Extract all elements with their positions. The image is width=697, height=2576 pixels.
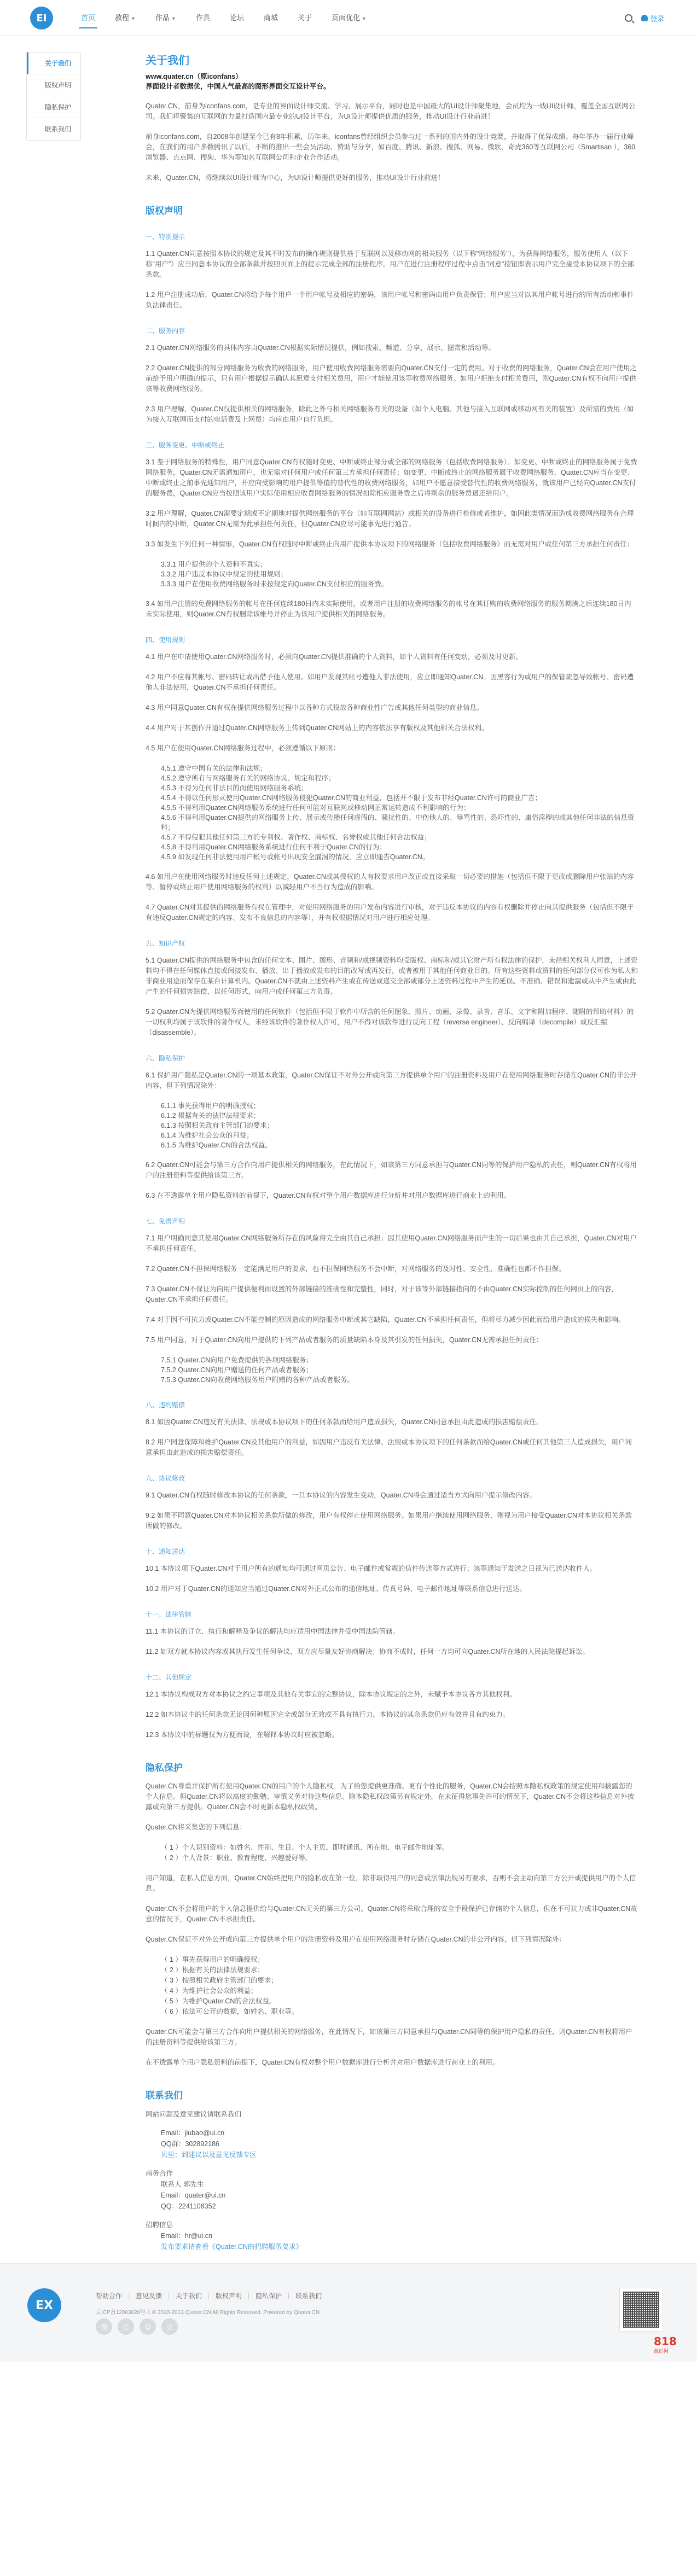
clause-paragraph: 6.2 Quater.CN可能会与第三方合作向用户提供相关的网络服务，在此情况下，如该第三方同意承担与Quater.CN同等的保护用户隐私的责任，则Quater.CN有权将用户的注册资料等提供给该第三方。 (146, 1161, 637, 1179)
clause-paragraph: 10.1 本协议项下Quater.CN对于用户所有的通知均可通过网页公告、电子邮件或常规的信件传送等方式进行；该等通知于发送之日视为已送达收件人。 (146, 1565, 597, 1572)
clause-paragraph: 9.1 Quater.CN有权随时修改本协议的任何条款，一旦本协议的内容发生变动，Quater.CN将会通过适当方式向用户提示修改内容。 (146, 1491, 536, 1499)
section-heading: 三、服务变更、中断或终止 (146, 441, 225, 449)
social-links (96, 2318, 178, 2335)
clause-paragraph: 3.3 如发生下列任何一种情形，Quater.CN有权随时中断或终止向用户提供本协议项下的网络服务（包括收费网络服务）而无需对用户或任何第三方承担任何责任： (146, 540, 634, 548)
login-button[interactable] (641, 13, 664, 24)
privacy-paragraph: Quater.CN不会将用户的个人信息提供给与Quater.CN无关的第三方公司。Quater.CN将采取合理的安全手段保护已存储的个人信息，但在不可抗力或非Quater.CN故意的情况下，Quater.CN不承担责任。 (146, 1905, 637, 1923)
contact-line: QQ：2241108352 (161, 2202, 216, 2210)
section-heading: 十、通知送达 (146, 1548, 185, 1555)
about-intro-2: 界面设计者数据优，中国人气最高的图形界面交互设计平台。 (146, 83, 330, 90)
nav-item[interactable] (322, 0, 376, 36)
clause-paragraph: 12.1 本协议构成双方对本协议之约定事项及其他有关事宜的完整协议，除本协议规定的之外，未赋予本协议各方其他权利。 (146, 1691, 516, 1698)
contact-line: 联系人 郭先生 (161, 2181, 204, 2188)
copyright-title: 版权声明 (146, 206, 183, 216)
clause-paragraph: 12.2 如本协议中的任何条款无论因何种原因完全或部分无效或不具有执行力，本协议的其余条款仍应有效并且有约束力。 (146, 1711, 510, 1718)
clause-list-item: 4.5.8 不得利用Quater.CN网络服务系统进行任何不利于Quater.CN的行为； (161, 843, 386, 851)
clause-paragraph: 9.2 如果不同意Quater.CN对本协议相关条款所做的修改，用户有权停止使用网络服务。如果用户继续使用网络服务，则视为用户接受Quater.CN对本协议相关条款所做的修改。 (146, 1512, 632, 1530)
clause-list (161, 764, 638, 862)
clause-list-item: 4.5.6 不得利用Quater.CN提供的网络服务上传、展示或传播任何虚假的、骚扰性的、中伤他人的、辱骂性的、恐吓性的、庸俗淫秽的或其他任何非法的信息资料； (161, 814, 635, 831)
clause-list-item: 4.5.9 如发现任何非法使用用户帐号或帐号出现安全漏洞的情况，应立即通告Quater.CN。 (161, 853, 429, 861)
main-content (146, 36, 638, 2263)
chevron-down-icon: ▼ (131, 16, 136, 21)
site-header (0, 0, 697, 36)
sidebar-item[interactable]: 关于我们 (27, 53, 80, 74)
clause-list-item: 6.1.1 事先获得用户的明确授权； (161, 1102, 260, 1110)
section-heading: 四、使用规则 (146, 636, 185, 644)
douban-icon[interactable]: 豆 (161, 2318, 178, 2335)
section-heading: 十一、法律管辖 (146, 1611, 192, 1618)
about-title: 关于我们 (146, 55, 189, 67)
page-body (0, 36, 697, 2263)
privacy-section (146, 1760, 638, 2068)
section-heading: 十二、其他规定 (146, 1674, 192, 1681)
footer-link[interactable]: 隐私保护 (249, 2293, 289, 2299)
contact-line: Email：quater@ui.cn (161, 2192, 226, 2199)
clause-list-item: 7.5.2 Quater.CN向用户赠送的任何产品或者服务； (161, 1366, 313, 1374)
clause-paragraph: 4.2 用户不应将其帐号、密码转让或出借予他人使用。如用户发现其帐号遭他人非法使用，应立即通知Quater.CN。因黑客行为或用户的保管疏忽导致帐号、密码遭他人非法使用，Quater.CN不承担任何责任。 (146, 673, 634, 691)
nav-item-label: 论坛 (229, 14, 244, 22)
clause-paragraph: 7.5 用户同意，对于Quater.CN向用户提供的下列产品或者服务的质量缺陷本身及其引发的任何损失，Quater.CN无需承担任何责任： (146, 1336, 543, 1344)
user-icon (641, 15, 648, 21)
clause-paragraph: 11.1 本协议的订立、执行和解释及争议的解决均应适用中国法律并受中国法院管辖。 (146, 1628, 400, 1635)
footer-links (96, 2293, 328, 2299)
site-logo[interactable]: EI (30, 7, 53, 30)
contact-line[interactable]: 贝里：到建议以及意见反馈专区 (161, 2151, 257, 2159)
nav-item-label: 教程 (115, 14, 130, 22)
privacy-disclosure-list (161, 1955, 638, 2017)
qr-code (619, 2288, 663, 2332)
section-heading: 八、违约赔偿 (146, 1401, 185, 1409)
clause-list (161, 1101, 638, 1150)
clause-paragraph: 2.3 用户理解，Quater.CN仅提供相关的网络服务，除此之外与相关网络服务有关的设备（如个人电脑、其他与接入互联网或移动网有关的装置）及所需的费用（如为接入互联网而支付的电话费及上网费）均应由用户自行负担。 (146, 405, 634, 423)
footer-copyright: 京ICP备12003628号-1 © 2010-2013 Quater.CN All Rights Reserved. Powered by Quater.CN (96, 2310, 320, 2316)
privacy-list-item: （ 1 ）个人识别资料：如姓名、性别、生日、个人主页、即时通讯、所在地、电子邮件地址等。 (161, 1844, 449, 1851)
nav-item[interactable] (254, 0, 288, 36)
nav-item-label: 首页 (81, 14, 96, 22)
qq-icon[interactable]: Q (140, 2318, 156, 2335)
contact-line: QQ群：302892186 (161, 2140, 220, 2148)
login-label: 登录 (649, 14, 664, 23)
section-heading: 七、免责声明 (146, 1217, 185, 1225)
weibo-icon[interactable]: 微 (96, 2318, 112, 2335)
clause-list-item: 4.5.4 不得以任何形式使用Quater.CN网络服务侵犯Quater.CN的商业利益，包括并不限于发布非经Quater.CN许可的商业广告； (161, 794, 542, 802)
privacy-paragraph: Quater.CN将采集您的下列信息： (146, 1823, 247, 1831)
search-icon[interactable] (625, 14, 632, 22)
nav-item[interactable] (146, 0, 186, 36)
nav-item-label: 页面优化 (331, 14, 360, 22)
chevron-down-icon: ▼ (361, 16, 367, 21)
clause-paragraph: 4.4 用户对于其创作并通过Quater.CN网络服务上传到Quater.CN网站上的内容依法享有版权及其他相关合法权利。 (146, 724, 489, 732)
clause-paragraph: 5.2 Quater.CN为提供网络服务而使用的任何软件（包括但不限于软件中所含的任何图象、照片、动画、录像、录音、音乐、文字和附加程序、随附的帮助材料）的一切权利均属于该软件的著作权人，未经该软件的著作权人许可，用户不得对该软件进行反向工程（reverse engineer）、反向编译（decompile）或反汇编（disassemble）。 (146, 1008, 634, 1036)
section-heading: 五、知识产权 (146, 940, 185, 947)
contact-group (146, 2128, 638, 2160)
site-footer (0, 2263, 697, 2362)
clause-list-item: 4.5.3 不得为任何非法目的而使用网络服务系统； (161, 784, 308, 792)
privacy-list-item: （ 3 ）按照相关政府主管部门的要求； (161, 1977, 278, 1984)
chevron-down-icon: ▼ (171, 16, 176, 21)
section-heading: 二、服务内容 (146, 327, 185, 335)
privacy-paragraph: Quater.CN尊重并保护所有使用Quater.CN的用户的个人隐私权。为了给您提供更准确、更有个性化的服务，Quater.CN会按照本隐私权政策的规定使用和披露您的个人信息。但Quater.CN将以高度的勤勉、审慎义务对待这些信息。除本隐私权政策另有规定外，在未征得您事先许可的情况下，Quater.CN不会将这些信息对外披露或向第三方提供。Quater.CN会不时更新本隐私权政策。 (146, 1782, 635, 1811)
nav-item-label: 作品 (155, 14, 170, 22)
privacy-paragraph: Quater.CN可能会与第三方合作向用户提供相关的网络服务，在此情况下，如该第三方同意承担与Quater.CN同等的保护用户隐私的责任，则Quater.CN有权将用户的注册资料等提供给该第三方。 (146, 2028, 632, 2046)
about-paragraph: Quater.CN，前身为iconfans.com，是专业的界面设计师交流、学习、展示平台，同时也是中国最大的UI设计师聚集地，会员均为一线UI设计师，覆盖全国互联网公司。我们将聚集的互联网的力量打造国内最专业的UI设计平台，为UI设计师提供优质的服务，推动UI设计行业前进！ (146, 102, 636, 120)
clause-list-item: 4.5.2 遵守所有与网络服务有关的网络协议、规定和程序； (161, 774, 335, 782)
clause-paragraph: 4.3 用户同意Quater.CN有权在提供网络服务过程中以各种方式投放各种商业性广告或其他任何类型的商业信息。 (146, 704, 484, 712)
nav-item[interactable] (186, 0, 220, 36)
clause-paragraph: 3.4 如用户注册的免费网络服务的帐号在任何连续180日内未实际使用，或者用户注册的收费网络服务的帐号在其订购的收费网络服务的服务期满之后连续180日内未实际使用，则Quater.CN有权删除该帐号并停止为该用户提供相关的网络服务。 (146, 600, 631, 618)
clause-paragraph: 6.3 在不透露单个用户隐私资料的前提下，Quater.CN有权对整个用户数据库进行分析并对用户数据库进行商业上的利用。 (146, 1192, 511, 1199)
sidebar (26, 52, 81, 141)
section-heading: 一、特别提示 (146, 233, 185, 241)
clause-paragraph: 1.2 用户注册成功后，Quater.CN将给予每个用户一个用户帐号及相应的密码，该用户帐号和密码由用户负责保管；用户应当对以其用户帐号进行的所有活动和事件负法律责任。 (146, 291, 634, 309)
nav-item-label: 作具 (195, 14, 210, 22)
clause-list-item: 6.1.4 为维护社会公众的利益； (161, 1132, 253, 1139)
privacy-list-item: （ 2 ）根据有关的法律法规要求； (161, 1966, 264, 1974)
clause-list-item: 4.5.5 不得利用Quater.CN网络服务系统进行任何可能对互联网或移动网正常运转造成不利影响的行为； (161, 804, 471, 812)
copyright-section (146, 203, 638, 1740)
contact-group-heading: 商务合作 (146, 2170, 173, 2177)
privacy-paragraph: Quater.CN保证不对外公开或向第三方提供单个用户的注册资料及用户在使用网络服务时存储在Quater.CN的非公开内容，但下列情况除外： (146, 1936, 566, 1943)
nav-item-label: 关于 (297, 14, 312, 22)
clause-list-item: 6.1.5 为维护Quater.CN的合法权益。 (161, 1141, 272, 1149)
clause-paragraph: 11.2 如双方就本协议内容或其执行发生任何争议，双方应尽量友好协商解决；协商不成时，任何一方均可向Quater.CN所在地的人民法院提起诉讼。 (146, 1648, 589, 1656)
contact-line[interactable]: 发布要求请查看《Quater.CN的招聘服务要求》 (161, 2243, 303, 2251)
clause-paragraph: 3.1 鉴于网络服务的特殊性，用户同意Quater.CN有权随时变更、中断或终止部分或全部的网络服务（包括收费网络服务）。如变更、中断或终止的网络服务属于免费网络服务，Quater.CN无需通知用户，也无需对任何用户或任何第三方承担任何责任；如变更、中断或终止的网络服务属于收费网络服务，Quater.CN应当在变更、中断或终止之前事先通知用户，并应向受影响的用户提供等值的替代性的收费网络服务，如用户不愿意接受替代性的收费网络服务，就该用户已经向Quater.CN支付的服务费，Quater.CN应当按照该用户实际使用相应收费网络服务的情况扣除相应服务费之后将剩余的服务费退还给用户。 (146, 458, 637, 497)
clause-paragraph: 5.1 Quater.CN提供的网络服务中包含的任何文本、图片、图形、音频和/或视频资料均受版权、商标和/或其它财产所有权法律的保护，未经相关权利人同意，上述资料均不得在任何媒体直接或间接发布、播放、出于播放或发布的目的改写或再发行，或者被用于其他任何商业目的。所有这些资料或资料的任何部分仅可作为私人和非商业用途而保存在某台计算机内。Quater.CN不就由上述资料产生或在传送或递交全部或部分上述资料过程中产生的延误、不准确、错误和遗漏或从中产生或由此产生的任何损害赔偿，以任何形式，向用户或任何第三方负责。 (146, 957, 638, 995)
clause-paragraph: 7.1 用户明确同意其使用Quater.CN网络服务所存在的风险将完全由其自己承担；因其使用Quater.CN网络服务而产生的一切后果也由其自己承担，Quater.CN对用户不承担任何责任。 (146, 1234, 637, 1252)
clause-list-item: 3.3.2 用户违反本协议中规定的使用规则； (161, 570, 288, 578)
nav-item[interactable] (220, 0, 254, 36)
clause-list (161, 560, 638, 589)
main-nav (71, 0, 376, 36)
nav-item[interactable] (105, 0, 146, 36)
footer-link[interactable]: 版权声明 (209, 2293, 249, 2299)
about-paragraph: 未来，Quater.CN，将继续以UI设计师为中心，为UI设计师提供更好的服务，推动UI设计行业前进！ (146, 174, 445, 182)
privacy-list-item: （ 2 ）个人背景：职业、教育程度、兴趣爱好等。 (161, 1854, 312, 1862)
clause-paragraph: 4.1 用户在申请使用Quater.CN网络服务时，必须向Quater.CN提供准确的个人资料，如个人资料有任何变动，必须及时更新。 (146, 653, 522, 661)
clause-paragraph: 4.7 Quater.CN对其提供的网络服务有权在管理中，对使用网络服务的用户发布内容进行审核，对于违反本协议的内容有权删除并停止向其提供服务（包括但不限于有违反Quater.CN规定的内容、发布不良信息的内容等），并有权根据情况对用户进行相应处理。 (146, 904, 634, 922)
contact-line: Email：jiubao@ui.cn (161, 2129, 225, 2137)
wechat-icon[interactable]: 信 (118, 2318, 134, 2335)
clause-paragraph: 6.1 保护用户隐私是Quater.CN的一项基本政策，Quater.CN保证不对外公开或向第三方提供单个用户的注册资料及用户在使用网络服务时存储在Quater.CN的非公开内容，但下列情况除外： (146, 1071, 637, 1089)
contact-group (146, 2219, 638, 2252)
privacy-list-item: （ 5 ）为维护Quater.CN的合法权益。 (161, 1997, 276, 2005)
sidebar-item[interactable]: 联系我们 (45, 125, 72, 133)
privacy-paragraph: 在不透露单个用户隐私资料的前提下，Quater.CN有权对整个用户数据库进行分析并对用户数据库进行商业上的利用。 (146, 2059, 499, 2066)
clause-paragraph: 10.2 用户对于Quater.CN的通知应当通过Quater.CN对外正式公布的通信地址、传真号码、电子邮件地址等联系信息进行送达。 (146, 1585, 526, 1593)
about-paragraph: 前身iconfans.com，自2008年创建至今已有8年积累，历年来，iconfans曾经组织会员参与过一系列的国内外的设计竞赛，并取得了优异成绩。每年举办一届行业峰会，在我们的用户多数腾讯了以后，不断的推出一些会员活动、赞助与分享，如百度、腾讯、新浪、搜狐、网易、微软、奇虎360等互联网公司（Smartisan ），360浏览器、点点网、搜狗、华为等知名互联网公司和企业合作活动。 (146, 133, 636, 161)
nav-item-label: 商城 (263, 14, 278, 22)
privacy-paragraph: 用户知道，在私人信息方面，Quater.CN始终把用户的隐私放在第一位，除非取得用户的同意或法律法规另有要求，否则不会主动向第三方公开或提供用户的个人信息。 (146, 1874, 636, 1892)
clause-paragraph: 2.1 Quater.CN网络服务的具体内容由Quater.CN根据实际情况提供，例如搜索、频道、分享、展示、图赏和活动等。 (146, 344, 495, 352)
about-intro-1: www.quater.cn（原iconfans） (146, 73, 242, 80)
clause-paragraph: 8.1 如因Quater.CN违反有关法律、法规或本协议项下的任何条款而给用户造成损失，Quater.CN同意承担由此造成的损害赔偿责任。 (146, 1418, 543, 1426)
footer-link[interactable]: 帮助合作 (96, 2293, 129, 2299)
contact-section (146, 2088, 638, 2252)
clause-list-item: 3.3.1 用户提供的个人资料不真实； (161, 561, 267, 568)
footer-link[interactable]: 意见反馈 (129, 2293, 169, 2299)
clause-paragraph: 4.5 用户在使用Quater.CN网络服务过程中，必须遵循以下原则： (146, 744, 340, 752)
contact-group-heading: 招聘信息 (146, 2221, 173, 2229)
header-actions (625, 0, 664, 36)
privacy-list-item: （ 4 ）为维护社会公众的利益； (161, 1987, 258, 1995)
privacy-list-item: （ 6 ）依法可公开的数据，如姓名、职业等。 (161, 2008, 299, 2015)
privacy-collect-list (161, 1843, 638, 1863)
clause-paragraph: 4.6 如用户在使用网络服务时违反任何上述规定，Quater.CN或其授权的人有权要求用户改正或直接采取一切必要的措施（包括但不限于更改或删除用户张贴的内容等、暂停或终止用户使用网络服务的权利）以减轻用户不当行为造成的影响。 (146, 873, 634, 891)
contact-intro: 网站问题及意见建议请联系我们 (146, 2111, 242, 2118)
privacy-title: 隐私保护 (146, 1763, 183, 1773)
section-heading: 九、协议修改 (146, 1475, 185, 1482)
contact-title: 联系我们 (146, 2090, 183, 2101)
about-section (146, 51, 638, 183)
sidebar-item[interactable]: 隐私保护 (27, 96, 80, 118)
footer-link[interactable]: 关于我们 (169, 2293, 209, 2299)
clause-paragraph: 1.1 Quater.CN同意按照本协议的规定及其不时发布的操作规则提供基于互联网以及移动网的相关服务（以下称"网络服务"），为获得网络服务，服务使用人（以下称"用户"）应当同意本协议的全部条款并按照页面上的提示完成全部的注册程序。用户在进行注册程序过程中点击"同意"按钮即表示用户完全接受本协议项下的全部条款。 (146, 250, 634, 278)
privacy-list-item: （ 1 ）事先获得用户的明确授权； (161, 1956, 264, 1963)
nav-item[interactable] (288, 0, 322, 36)
nav-item[interactable] (71, 0, 105, 36)
sidebar-item[interactable]: 版权声明 (27, 74, 80, 96)
clause-paragraph: 8.2 用户同意保障和维护Quater.CN及其他用户的利益，如因用户违反有关法律、法规或本协议项下的任何条款而给Quater.CN或任何其他第三人造成损失，用户同意承担由此造成的损害赔偿责任。 (146, 1438, 632, 1456)
clause-paragraph: 2.2 Quater.CN提供的部分网络服务为收费的网络服务，用户使用收费网络服务需要向Quater.CN支付一定的费用。对于收费的网络服务，Quater.CN会在用户使用之前给予用户明确的提示，只有用户根据提示确认其愿意支付相关费用，用户才能使用该等收费网络服务。如用户拒绝支付相关费用，则Quater.CN有权不向用户提供该等收费网络服务。 (146, 364, 637, 393)
clause-paragraph: 7.3 Quater.CN不保证为向用户提供便利而设置的外部链接的准确性和完整性，同时，对于该等外部链接指向的不由Quater.CN实际控制的任何网页上的内容，Quater.CN不承担任何责任。 (146, 1285, 618, 1303)
clause-list-item: 4.5.1 遵守中国有关的法律和法规； (161, 765, 267, 772)
clause-paragraph: 3.2 用户理解，Quater.CN需要定期或不定期地对提供网络服务的平台（如互联网网站）或相关的设备进行检修或者维护，如因此类情况而造成收费网络服务在合理时间内的中断，Quater.CN无需为此承担任何责任，但Quater.CN应尽可能事先进行通告。 (146, 510, 634, 528)
contact-line: Email：hr@ui.cn (161, 2232, 212, 2240)
section-heading: 六、隐私保护 (146, 1054, 185, 1062)
clause-list-item: 4.5.7 不得侵犯其他任何第三方的专利权、著作权、商标权、名誉权或其他任何合法权益； (161, 834, 431, 841)
clause-list-item: 7.5.3 Quater.CN向收费网络服务用户附赠的各种产品或者服务。 (161, 1376, 354, 1384)
clause-list (161, 1355, 638, 1385)
clause-list-item: 6.1.3 按照相关政府主管部门的要求； (161, 1122, 274, 1129)
contact-group (146, 2168, 638, 2212)
clause-list-item: 7.5.1 Quater.CN向用户免费提供的各项网络服务； (161, 1356, 313, 1364)
clause-list-item: 6.1.2 根据有关的法律法规要求； (161, 1112, 260, 1120)
watermark-logo: 818 源码网 (654, 2335, 677, 2354)
clause-paragraph: 7.4 对于因不可抗力或Quater.CN不能控制的原因造成的网络服务中断或其它缺陷，Quater.CN不承担任何责任，但将尽力减少因此而给用户造成的损失和影响。 (146, 1316, 625, 1324)
footer-link[interactable]: 联系我们 (295, 2292, 322, 2300)
clause-paragraph: 7.2 Quater.CN不担保网络服务一定能满足用户的要求，也不担保网络服务不会中断，对网络服务的及时性、安全性、准确性也都不作担保。 (146, 1265, 566, 1273)
footer-logo[interactable]: EX (27, 2288, 61, 2322)
clause-list-item: 3.3.3 用户在使用收费网络服务时未按规定向Quater.CN支付相应的服务费。 (161, 580, 388, 588)
clause-paragraph: 12.3 本协议中的标题仅为方便而设，在解释本协议时应被忽略。 (146, 1731, 339, 1739)
